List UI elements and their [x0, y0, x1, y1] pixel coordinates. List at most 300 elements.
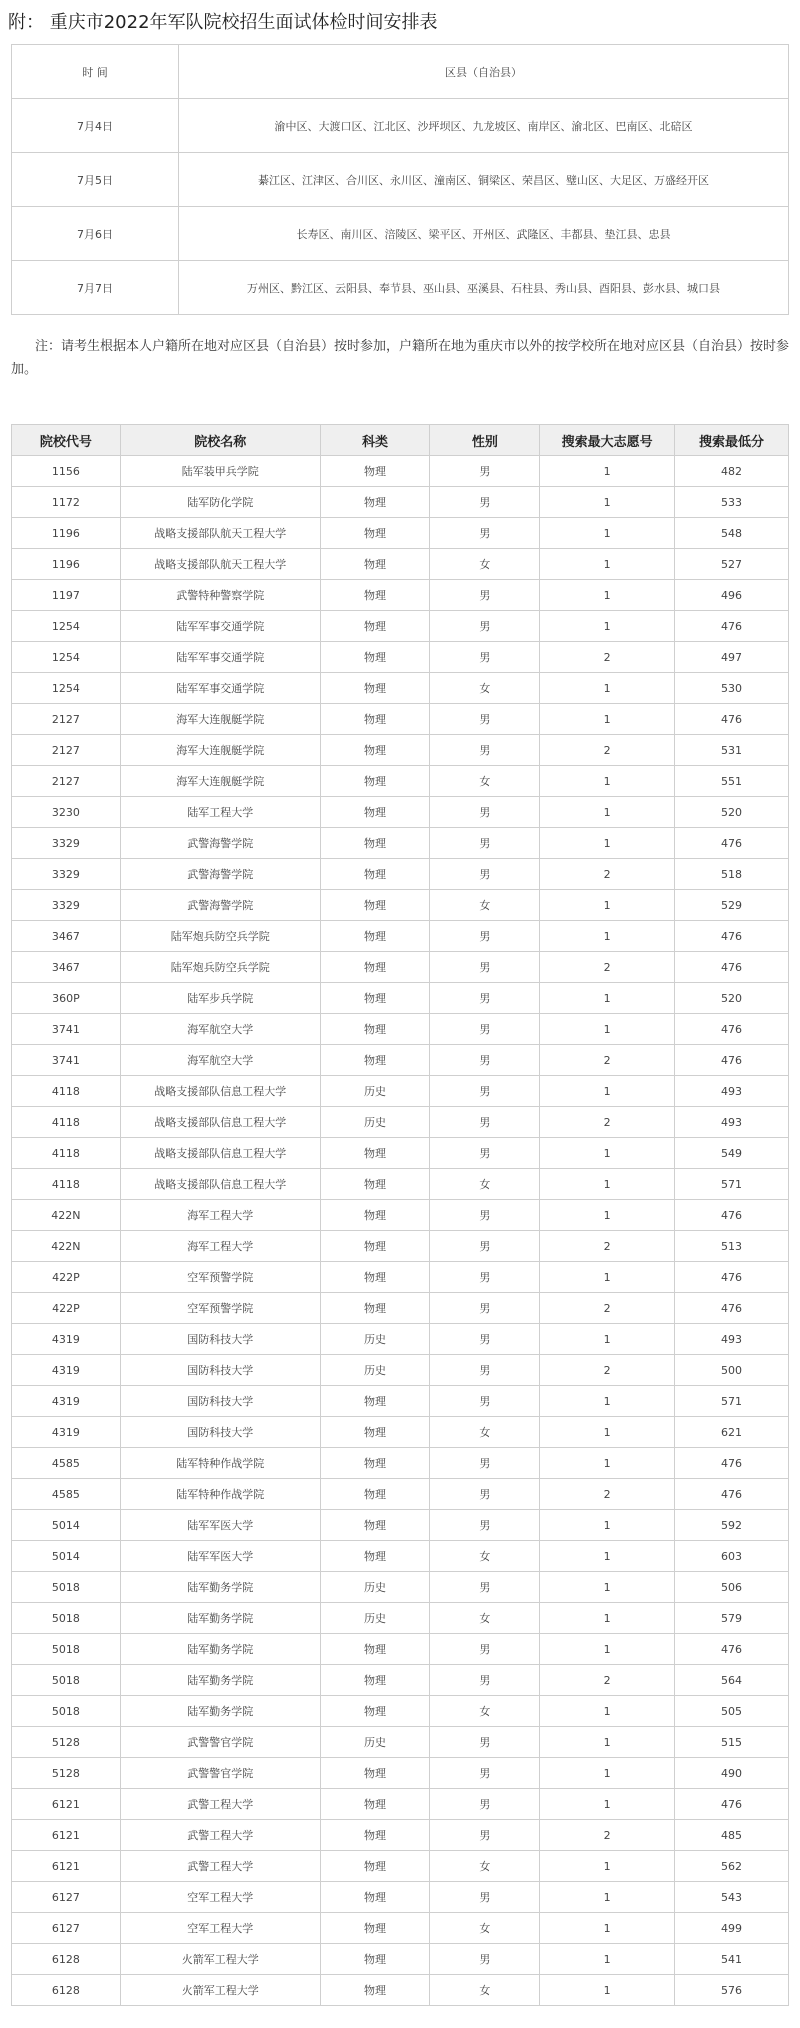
school-name: 武警海警学院 — [120, 828, 320, 859]
table-row — [12, 1231, 789, 1262]
min-score: 564 — [675, 1665, 789, 1696]
max-choice: 1 — [540, 549, 675, 580]
gender: 男 — [430, 1448, 540, 1479]
subject: 历史 — [320, 1355, 430, 1386]
school-code: 6121 — [12, 1789, 121, 1820]
school-code: 1196 — [12, 518, 121, 549]
gender: 女 — [430, 1913, 540, 1944]
table-row — [12, 859, 789, 890]
school-name: 国防科技大学 — [120, 1355, 320, 1386]
gender: 男 — [430, 611, 540, 642]
max-choice: 1 — [540, 1944, 675, 1975]
min-score: 505 — [675, 1696, 789, 1727]
subject: 物理 — [320, 1200, 430, 1231]
gender: 女 — [430, 1169, 540, 1200]
min-score: 476 — [675, 1014, 789, 1045]
min-score: 500 — [675, 1355, 789, 1386]
schedule-date: 7月5日 — [12, 153, 179, 207]
table-row — [12, 1107, 789, 1138]
school-code: 3329 — [12, 859, 121, 890]
school-name: 火箭军工程大学 — [120, 1944, 320, 1975]
schedule-header-row — [12, 45, 789, 99]
min-score: 476 — [675, 1262, 789, 1293]
table-row — [12, 1169, 789, 1200]
min-score: 493 — [675, 1076, 789, 1107]
max-choice: 1 — [540, 1138, 675, 1169]
school-name: 陆军炮兵防空兵学院 — [120, 921, 320, 952]
subject: 物理 — [320, 1510, 430, 1541]
school-name: 武警工程大学 — [120, 1820, 320, 1851]
gender: 男 — [430, 1882, 540, 1913]
subject: 物理 — [320, 735, 430, 766]
gender: 男 — [430, 1076, 540, 1107]
gender: 男 — [430, 1510, 540, 1541]
schedule-districts: 綦江区、江津区、合川区、永川区、潼南区、铜梁区、荣昌区、璧山区、大足区、万盛经开区 — [179, 153, 789, 207]
gender: 女 — [430, 766, 540, 797]
school-code: 422N — [12, 1231, 121, 1262]
max-choice: 2 — [540, 1293, 675, 1324]
subject: 历史 — [320, 1572, 430, 1603]
gender: 女 — [430, 1417, 540, 1448]
school-name: 陆军特种作战学院 — [120, 1479, 320, 1510]
school-name: 武警警官学院 — [120, 1727, 320, 1758]
school-name: 武警工程大学 — [120, 1851, 320, 1882]
max-choice: 1 — [540, 1696, 675, 1727]
max-choice: 1 — [540, 1417, 675, 1448]
col-gender-header: 性别 — [430, 425, 540, 456]
school-code: 6127 — [12, 1913, 121, 1944]
max-choice: 2 — [540, 952, 675, 983]
school-name: 陆军勤务学院 — [120, 1634, 320, 1665]
min-score: 541 — [675, 1944, 789, 1975]
min-score: 476 — [675, 1634, 789, 1665]
min-score: 476 — [675, 1789, 789, 1820]
gender: 男 — [430, 797, 540, 828]
school-code: 1254 — [12, 642, 121, 673]
max-choice: 1 — [540, 456, 675, 487]
subject: 物理 — [320, 1913, 430, 1944]
gender: 女 — [430, 673, 540, 704]
subject: 物理 — [320, 1448, 430, 1479]
table-row — [12, 580, 789, 611]
subject: 物理 — [320, 1045, 430, 1076]
table-row — [12, 549, 789, 580]
min-score: 576 — [675, 1975, 789, 2006]
subject: 物理 — [320, 828, 430, 859]
max-choice: 2 — [540, 1665, 675, 1696]
table-row — [12, 1448, 789, 1479]
min-score: 476 — [675, 921, 789, 952]
max-choice: 1 — [540, 580, 675, 611]
subject: 物理 — [320, 1479, 430, 1510]
school-code: 4118 — [12, 1138, 121, 1169]
school-name: 战略支援部队信息工程大学 — [120, 1138, 320, 1169]
max-choice: 1 — [540, 1200, 675, 1231]
gender: 女 — [430, 890, 540, 921]
schedule-row — [12, 99, 789, 153]
gender: 男 — [430, 1138, 540, 1169]
gender: 男 — [430, 1727, 540, 1758]
school-code: 2127 — [12, 766, 121, 797]
min-score: 520 — [675, 983, 789, 1014]
school-name: 陆军军医大学 — [120, 1541, 320, 1572]
gender: 男 — [430, 952, 540, 983]
gender: 男 — [430, 1293, 540, 1324]
min-score: 562 — [675, 1851, 789, 1882]
max-choice: 1 — [540, 797, 675, 828]
subject: 物理 — [320, 859, 430, 890]
table-row — [12, 518, 789, 549]
min-score: 533 — [675, 487, 789, 518]
min-score: 485 — [675, 1820, 789, 1851]
school-name: 武警海警学院 — [120, 859, 320, 890]
table-row — [12, 1541, 789, 1572]
school-code: 3467 — [12, 921, 121, 952]
subject: 物理 — [320, 1634, 430, 1665]
school-code: 4585 — [12, 1448, 121, 1479]
school-code: 5014 — [12, 1541, 121, 1572]
table-row — [12, 983, 789, 1014]
page-title: 附： 重庆市2022年军队院校招生面试体检时间安排表 — [8, 12, 438, 33]
table-row — [12, 642, 789, 673]
max-choice: 2 — [540, 735, 675, 766]
school-code: 4585 — [12, 1479, 121, 1510]
subject: 物理 — [320, 1541, 430, 1572]
school-code: 422N — [12, 1200, 121, 1231]
table-row — [12, 1324, 789, 1355]
school-code: 1172 — [12, 487, 121, 518]
max-choice: 1 — [540, 1882, 675, 1913]
subject: 物理 — [320, 1944, 430, 1975]
subject: 物理 — [320, 1386, 430, 1417]
gender: 女 — [430, 1975, 540, 2006]
school-name: 陆军工程大学 — [120, 797, 320, 828]
min-score: 592 — [675, 1510, 789, 1541]
subject: 物理 — [320, 983, 430, 1014]
table-row — [12, 921, 789, 952]
school-name: 陆军炮兵防空兵学院 — [120, 952, 320, 983]
gender: 男 — [430, 1820, 540, 1851]
subject: 物理 — [320, 673, 430, 704]
table-row — [12, 456, 789, 487]
table-row — [12, 797, 789, 828]
gender: 男 — [430, 1758, 540, 1789]
school-name: 海军大连舰艇学院 — [120, 704, 320, 735]
subject: 物理 — [320, 580, 430, 611]
gender: 男 — [430, 1200, 540, 1231]
subject: 物理 — [320, 1665, 430, 1696]
school-name: 武警工程大学 — [120, 1789, 320, 1820]
school-name: 空军工程大学 — [120, 1913, 320, 1944]
max-choice: 2 — [540, 1045, 675, 1076]
subject: 物理 — [320, 1231, 430, 1262]
min-score: 518 — [675, 859, 789, 890]
max-choice: 1 — [540, 1913, 675, 1944]
min-score: 571 — [675, 1386, 789, 1417]
school-name: 陆军勤务学院 — [120, 1572, 320, 1603]
table-row — [12, 890, 789, 921]
gender: 男 — [430, 1665, 540, 1696]
max-choice: 1 — [540, 1448, 675, 1479]
subject: 物理 — [320, 1758, 430, 1789]
max-choice: 2 — [540, 1355, 675, 1386]
school-code: 5018 — [12, 1665, 121, 1696]
max-choice: 2 — [540, 1479, 675, 1510]
schedule-header-date: 时 间 — [12, 45, 179, 99]
school-code: 3329 — [12, 890, 121, 921]
min-score: 497 — [675, 642, 789, 673]
subject: 物理 — [320, 1417, 430, 1448]
table-row — [12, 1789, 789, 1820]
min-score: 482 — [675, 456, 789, 487]
school-code: 3230 — [12, 797, 121, 828]
subject: 历史 — [320, 1107, 430, 1138]
subject: 物理 — [320, 1014, 430, 1045]
max-choice: 1 — [540, 1076, 675, 1107]
min-score: 529 — [675, 890, 789, 921]
school-name: 战略支援部队信息工程大学 — [120, 1076, 320, 1107]
table-row — [12, 1014, 789, 1045]
table-row — [12, 1758, 789, 1789]
gender: 男 — [430, 642, 540, 673]
table-row — [12, 952, 789, 983]
subject: 物理 — [320, 1882, 430, 1913]
max-choice: 1 — [540, 1541, 675, 1572]
school-name: 陆军装甲兵学院 — [120, 456, 320, 487]
max-choice: 1 — [540, 704, 675, 735]
school-code: 3329 — [12, 828, 121, 859]
table-row — [12, 1076, 789, 1107]
school-code: 4319 — [12, 1417, 121, 1448]
school-code: 1254 — [12, 673, 121, 704]
min-score: 603 — [675, 1541, 789, 1572]
max-choice: 1 — [540, 890, 675, 921]
subject: 物理 — [320, 952, 430, 983]
table-row — [12, 487, 789, 518]
min-score: 476 — [675, 1045, 789, 1076]
gender: 男 — [430, 1324, 540, 1355]
max-choice: 2 — [540, 859, 675, 890]
subject: 物理 — [320, 766, 430, 797]
table-row — [12, 1944, 789, 1975]
school-name: 陆军特种作战学院 — [120, 1448, 320, 1479]
max-choice: 1 — [540, 1634, 675, 1665]
school-code: 6127 — [12, 1882, 121, 1913]
gender: 女 — [430, 1603, 540, 1634]
gender: 男 — [430, 518, 540, 549]
min-score: 476 — [675, 1293, 789, 1324]
school-name: 武警海警学院 — [120, 890, 320, 921]
table-row — [12, 673, 789, 704]
table-row — [12, 735, 789, 766]
gender: 男 — [430, 1386, 540, 1417]
max-choice: 1 — [540, 1386, 675, 1417]
table-row — [12, 1665, 789, 1696]
min-score: 527 — [675, 549, 789, 580]
max-choice: 1 — [540, 828, 675, 859]
schedule-row — [12, 207, 789, 261]
gender: 男 — [430, 1107, 540, 1138]
gender: 男 — [430, 1014, 540, 1045]
school-name: 战略支援部队航天工程大学 — [120, 518, 320, 549]
table-row — [12, 1417, 789, 1448]
gender: 男 — [430, 487, 540, 518]
school-code: 6121 — [12, 1820, 121, 1851]
min-score: 513 — [675, 1231, 789, 1262]
gender: 男 — [430, 580, 540, 611]
school-code: 5018 — [12, 1603, 121, 1634]
max-choice: 1 — [540, 921, 675, 952]
table-row — [12, 1386, 789, 1417]
gender: 男 — [430, 704, 540, 735]
school-code: 1156 — [12, 456, 121, 487]
table-row — [12, 766, 789, 797]
school-code: 2127 — [12, 735, 121, 766]
schedule-header-district: 区县（自治县） — [179, 45, 789, 99]
subject: 历史 — [320, 1727, 430, 1758]
min-score: 476 — [675, 1200, 789, 1231]
subject: 物理 — [320, 921, 430, 952]
school-name: 陆军勤务学院 — [120, 1696, 320, 1727]
min-score: 571 — [675, 1169, 789, 1200]
subject: 物理 — [320, 1293, 430, 1324]
min-score: 531 — [675, 735, 789, 766]
schedule-note: 注：请考生根据本人户籍所在地对应区县（自治县）按时参加，户籍所在地为重庆市以外的按学校所在地对应区县（自治县）按时参加。 — [11, 339, 790, 377]
min-score: 520 — [675, 797, 789, 828]
school-code: 6128 — [12, 1944, 121, 1975]
school-name: 陆军勤务学院 — [120, 1665, 320, 1696]
table-row — [12, 1572, 789, 1603]
table-row — [12, 1479, 789, 1510]
school-code: 1197 — [12, 580, 121, 611]
gender: 男 — [430, 1355, 540, 1386]
school-code: 3741 — [12, 1045, 121, 1076]
min-score: 551 — [675, 766, 789, 797]
max-choice: 1 — [540, 1324, 675, 1355]
table-row — [12, 1510, 789, 1541]
schedule-districts: 长寿区、南川区、涪陵区、梁平区、开州区、武隆区、丰都县、垫江县、忠县 — [179, 207, 789, 261]
min-score: 493 — [675, 1107, 789, 1138]
min-score: 476 — [675, 1448, 789, 1479]
table-row — [12, 1045, 789, 1076]
admission-score-table — [11, 424, 789, 2006]
school-code: 5018 — [12, 1696, 121, 1727]
max-choice: 1 — [540, 1014, 675, 1045]
school-code: 2127 — [12, 704, 121, 735]
school-code: 3467 — [12, 952, 121, 983]
subject: 物理 — [320, 1262, 430, 1293]
schedule-date: 7月7日 — [12, 261, 179, 315]
min-score: 493 — [675, 1324, 789, 1355]
table-row — [12, 1200, 789, 1231]
table-row — [12, 1913, 789, 1944]
school-name: 海军航空大学 — [120, 1014, 320, 1045]
subject: 物理 — [320, 518, 430, 549]
school-code: 4118 — [12, 1107, 121, 1138]
gender: 男 — [430, 1262, 540, 1293]
table-row — [12, 1696, 789, 1727]
max-choice: 1 — [540, 1262, 675, 1293]
schedule-date: 7月6日 — [12, 207, 179, 261]
col-max-choice-header: 搜索最大志愿号 — [540, 425, 675, 456]
subject: 物理 — [320, 1138, 430, 1169]
school-code: 4118 — [12, 1076, 121, 1107]
max-choice: 1 — [540, 1169, 675, 1200]
gender: 女 — [430, 549, 540, 580]
school-code: 1196 — [12, 549, 121, 580]
gender: 男 — [430, 1944, 540, 1975]
gender: 男 — [430, 1045, 540, 1076]
school-code: 6121 — [12, 1851, 121, 1882]
school-code: 5018 — [12, 1572, 121, 1603]
school-name: 陆军步兵学院 — [120, 983, 320, 1014]
table-row — [12, 1262, 789, 1293]
schedule-row — [12, 153, 789, 207]
col-school-name-header: 院校名称 — [120, 425, 320, 456]
school-name: 空军预警学院 — [120, 1293, 320, 1324]
max-choice: 1 — [540, 611, 675, 642]
gender: 男 — [430, 456, 540, 487]
gender: 男 — [430, 921, 540, 952]
min-score: 496 — [675, 580, 789, 611]
subject: 物理 — [320, 1789, 430, 1820]
school-code: 422P — [12, 1262, 121, 1293]
min-score: 476 — [675, 952, 789, 983]
school-name: 武警特种警察学院 — [120, 580, 320, 611]
table-row — [12, 1975, 789, 2006]
school-code: 422P — [12, 1293, 121, 1324]
table-row — [12, 1820, 789, 1851]
min-score: 490 — [675, 1758, 789, 1789]
school-name: 火箭军工程大学 — [120, 1975, 320, 2006]
max-choice: 1 — [540, 1510, 675, 1541]
table-row — [12, 828, 789, 859]
school-name: 陆军军事交通学院 — [120, 611, 320, 642]
min-score: 543 — [675, 1882, 789, 1913]
school-code: 1254 — [12, 611, 121, 642]
gender: 女 — [430, 1541, 540, 1572]
gender: 男 — [430, 1572, 540, 1603]
school-name: 海军航空大学 — [120, 1045, 320, 1076]
gender: 女 — [430, 1851, 540, 1882]
max-choice: 2 — [540, 1231, 675, 1262]
school-name: 武警警官学院 — [120, 1758, 320, 1789]
table-row — [12, 1851, 789, 1882]
schedule-date: 7月4日 — [12, 99, 179, 153]
max-choice: 1 — [540, 983, 675, 1014]
schedule-districts: 渝中区、大渡口区、江北区、沙坪坝区、九龙坡区、南岸区、渝北区、巴南区、北碚区 — [179, 99, 789, 153]
school-name: 海军工程大学 — [120, 1200, 320, 1231]
max-choice: 1 — [540, 1603, 675, 1634]
school-name: 空军工程大学 — [120, 1882, 320, 1913]
min-score: 621 — [675, 1417, 789, 1448]
max-choice: 1 — [540, 673, 675, 704]
school-code: 5018 — [12, 1634, 121, 1665]
table-row — [12, 1138, 789, 1169]
min-score: 506 — [675, 1572, 789, 1603]
school-code: 4118 — [12, 1169, 121, 1200]
max-choice: 2 — [540, 1107, 675, 1138]
subject: 物理 — [320, 797, 430, 828]
subject: 物理 — [320, 611, 430, 642]
max-choice: 1 — [540, 1572, 675, 1603]
max-choice: 2 — [540, 642, 675, 673]
school-code: 4319 — [12, 1355, 121, 1386]
subject: 物理 — [320, 890, 430, 921]
subject: 物理 — [320, 704, 430, 735]
schedule-row — [12, 261, 789, 315]
min-score: 476 — [675, 704, 789, 735]
